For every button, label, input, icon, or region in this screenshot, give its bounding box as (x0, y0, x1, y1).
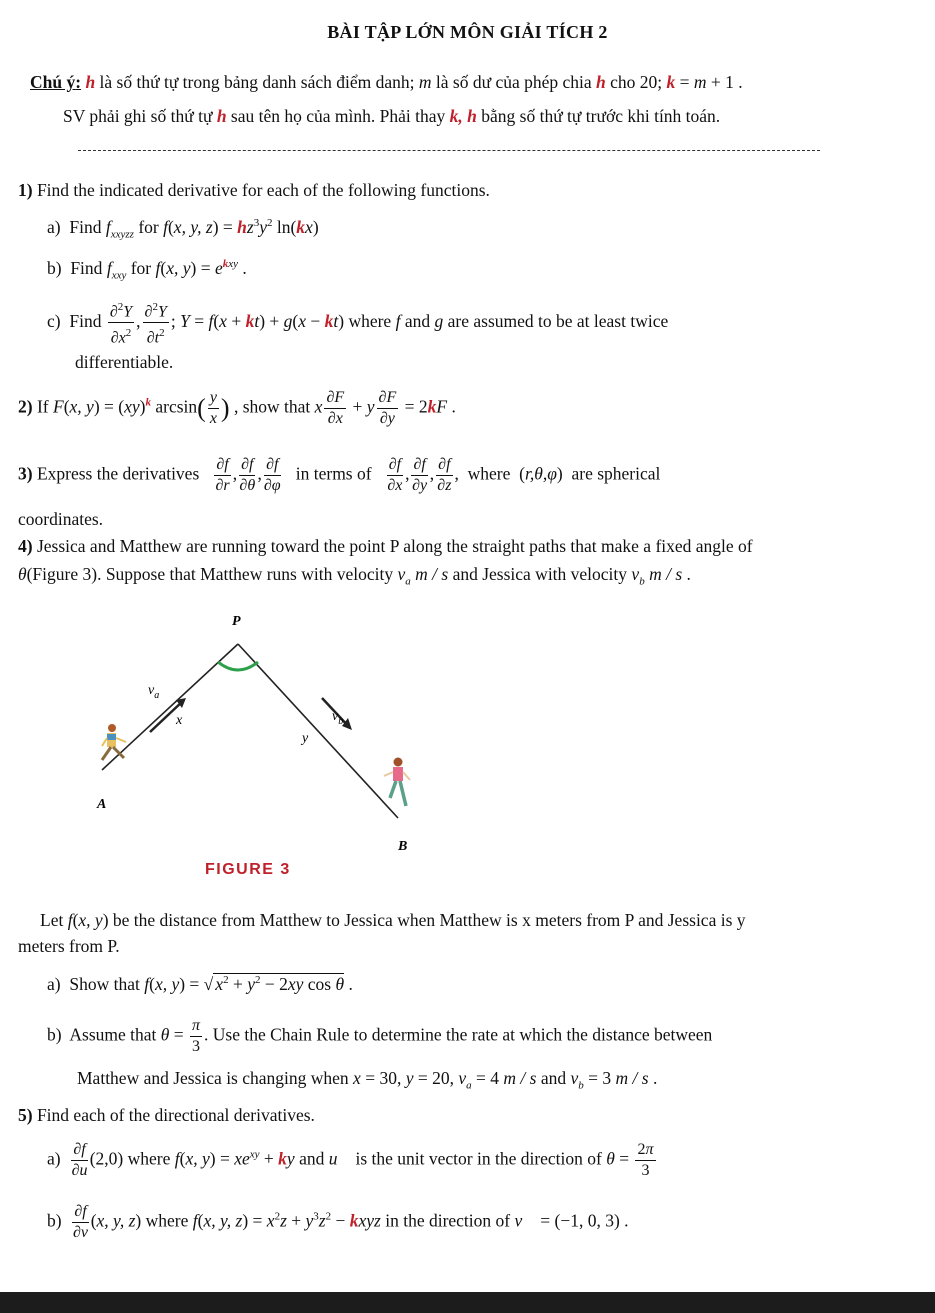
q5-b: b) $\frac{\partial f}{\partial v}$ (x, y, z) where f(x, y, $z) = x^2z + y^3z^2$ − kxyz in the direction of v⃗ = (−1, 0, 3) . (47, 1203, 629, 1241)
q4-let-line: Let f(x, y) be the distance from Matthew to Jessica when Matthew is x meters from P and Jessica is y (40, 910, 746, 930)
divider (78, 150, 820, 151)
q4-b-cont: Matthew and Jessica is changing when x = 30, y = 20, $v_a = 4$ m / s and $v_b = 3$ m / s . (77, 1068, 658, 1092)
velocity-b-label: $v_b$ (332, 709, 344, 727)
point-a-label: A (97, 797, 107, 812)
figure-3 (80, 600, 440, 890)
note-line-2: SV phải ghi số thứ tự h sau tên họ của mình. Phải thay k, h bằng số thứ tự trước khi tính toán. (63, 106, 721, 126)
q1-b: b) Find $f_{xxy}$ for f(x, $y) = e^{kxy}$ . (47, 258, 247, 282)
figure-caption: FIGURE 3 (205, 861, 291, 878)
q4-line1: 4) Jessica and Matthew are running toward the point P along the straight paths that make a fixed angle of (18, 536, 753, 556)
point-p-label: P (232, 614, 241, 629)
page-title: BÀI TẬP LỚN MÔN GIẢI TÍCH 2 (327, 22, 608, 42)
matthew-runner-icon (102, 724, 126, 760)
path-b-line (238, 644, 398, 818)
velocity-a-label: $v_a$ (148, 683, 160, 701)
q1-heading: 1) Find the indicated derivative for each of the following functions. (18, 180, 490, 200)
q1-c: c) Find $\frac{\partial^2Y}{\partial x^2}$ , $\frac{\partial^2Y}{\partial t^2}$ ; Y = f(x + kt) + g(x − kt) where f and g are assumed to be at least twice (47, 297, 668, 349)
point-b-label: B (398, 839, 408, 854)
q3: 3) Express the derivatives $\frac{\partial f}{\partial r}$ , $\frac{\partial f}{\partial\theta}$ , $\frac{\partial f}{\partial\varphi}$ in terms of $\frac{\partial f}{\partial x}$ , $\frac{\partial f}{\partial y}$ , $\frac{\partial f}{\partial z}$ , where (r,θ,φ) are spherical (18, 456, 661, 494)
q4-line2: θ(Figure 3). Suppose that Matthew runs with velocity $v_a$ m / s and Jessica with velocity $v_b$ m / s . (18, 564, 691, 588)
q5-a: a) $\frac{\partial f}{\partial u}$ (2,0) where f(x, $y) = xe^{xy}$ + ky and u⃗ is the unit vector in the direction of θ = $\frac{2\pi}{3}$ (47, 1141, 654, 1179)
note-line-1: Chú ý: h là số thứ tự trong bảng danh sách điểm danh; m là số dư của phép chia h cho 20; k = m + 1 . (30, 72, 743, 92)
distance-y-label: y (302, 731, 309, 746)
angle-theta-arc (218, 662, 258, 670)
q1-c-cont: differentiable. (75, 352, 174, 372)
q4-let-cont: meters from P. (18, 936, 120, 956)
bottom-bar (0, 1292, 935, 1313)
jessica-runner-icon (384, 758, 410, 807)
q3-cont: coordinates. (18, 509, 104, 529)
q4-b: b) Assume that θ = $\frac{\pi}{3}$ . Use the Chain Rule to determine the rate at which the distance between (47, 1017, 713, 1055)
q2: 2) If F(x, y) = (xy)$^k$ arcsin( $\frac{y}{x}$ ) , show that x $\frac{\partial F}{\partial x}$ + y $\frac{\partial F}{\partial y}$ = 2kF . (18, 389, 456, 427)
q5-heading: 5) Find each of the directional derivatives. (18, 1105, 315, 1125)
q1-a: a) Find $f_{xxyzz}$ for f(x, y, $z) = hz^3y^2$ ln(kx) (47, 217, 319, 241)
distance-x-label: x (176, 713, 183, 728)
q4-a: a) Show that f(x, y) = √ $x^2 + y^2 - 2xy$ cos θ . (47, 974, 353, 994)
note-label: Chú ý: (30, 72, 82, 92)
